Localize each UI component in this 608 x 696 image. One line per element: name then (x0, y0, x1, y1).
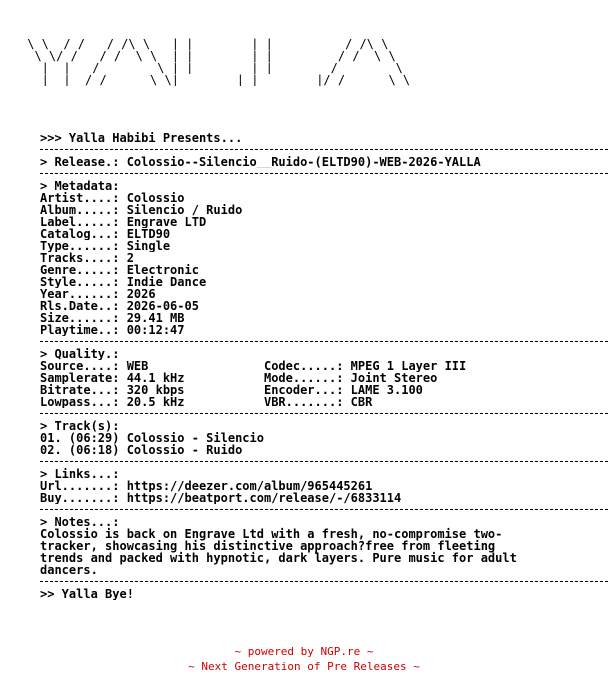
logo-line: __ __ ______ __ __ ______ (20, 26, 432, 38)
footer-tagline: ~ Next Generation of Pre Releases ~ (188, 660, 420, 673)
links-header: > Links...: (40, 468, 120, 480)
metadata-row: Catalog...: ELTD90 (40, 228, 171, 240)
intro-line: >>> Yalla Habibi Presents... (40, 132, 243, 144)
logo-line: \ \/ / / /__\ \ | | | | / /__\ \ (20, 50, 403, 62)
divider (40, 456, 568, 468)
metadata-row: Type......: Single (40, 240, 171, 252)
release-line: > Release.: Colossio--Silencio__Ruido-(ELTD90)-WEB-2026-YALLA (40, 156, 481, 168)
outro-line: >> Yalla Bye! (40, 588, 134, 600)
tracks-header: > Track(s): (40, 420, 120, 432)
notes-header: > Notes...: (40, 516, 120, 528)
divider (40, 504, 568, 516)
quality-row: Samplerate: 44.1 kHz Mode......: Joint Stereo (40, 372, 438, 384)
nfo-body (40, 132, 568, 600)
quality-row: Bitrate...: 320 kbps Encoder...: LAME 3.100 (40, 384, 423, 396)
metadata-row: Genre.....: Electronic (40, 264, 199, 276)
divider (40, 168, 568, 180)
metadata-row: Tracks....: 2 (40, 252, 134, 264)
divider (40, 576, 568, 588)
logo-line: \ \ / / / /\ \ | | | | / /\ \ (20, 38, 403, 50)
metadata-row: Playtime..: 00:12:47 (40, 324, 185, 336)
metadata-row: Artist....: Colossio (40, 192, 185, 204)
link-row-url[interactable]: Url.......: https://deezer.com/album/965445261 (40, 480, 373, 492)
divider (40, 144, 568, 156)
divider (40, 408, 568, 420)
metadata-row: Style.....: Indie Dance (40, 276, 207, 288)
quality-row: Lowpass...: 20.5 kHz VBR.......: CBR (40, 396, 373, 408)
divider (40, 336, 568, 348)
link-row-buy[interactable]: Buy.......: https://beatport.com/release/-/6833114 (40, 492, 402, 504)
metadata-row: Label.....: Engrave LTD (40, 216, 207, 228)
logo-line: | | / ______ \ | |______ | |______ / ______ \ (20, 62, 403, 74)
yalla-ascii-logo (20, 26, 432, 86)
track-row: 01. (06:29) Colossio - Silencio (40, 432, 264, 444)
quality-header: > Quality.: (40, 348, 120, 360)
metadata-row: Album.....: Silencio / Ruido (40, 204, 243, 216)
metadata-row: Year......: 2026 (40, 288, 156, 300)
footer (0, 644, 608, 674)
metadata-header: > Metadata: (40, 180, 120, 192)
metadata-row: Rls.Date..: 2026-06-05 (40, 300, 199, 312)
footer-powered-by[interactable]: ~ powered by NGP.re ~ (234, 645, 374, 658)
quality-row: Source....: WEB Codec.....: MPEG 1 Layer III (40, 360, 467, 372)
logo-line: |__| /_/ \_\|________| |________|/_/ \_\ (20, 74, 411, 86)
track-row: 02. (06:18) Colossio - Ruido (40, 444, 243, 456)
metadata-row: Size......: 29.41 MB (40, 312, 185, 324)
notes-text: Colossio is back on Engrave Ltd with a fresh, no-compromise two- tracker, showcasing his distinctive approach?free from fleeting trends and packed with hypnotic, dark layers. Pure music for adult dancers. (40, 527, 517, 577)
